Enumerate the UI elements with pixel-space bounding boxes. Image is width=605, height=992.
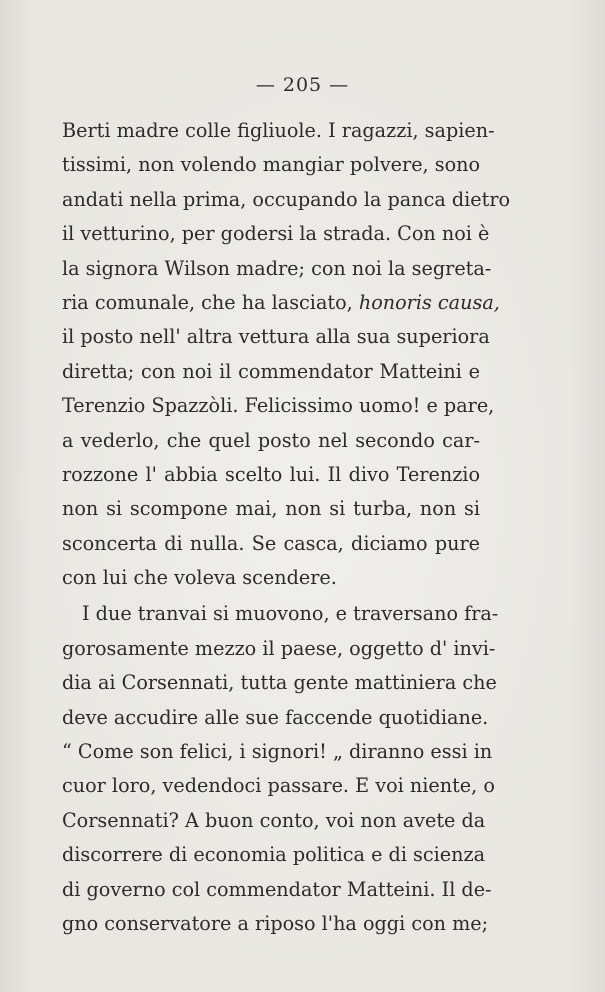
text-line: dia ai Corsennati, tutta gente mattiniera che <box>62 671 497 695</box>
text-line: il vetturino, per godersi la strada. Con noi è <box>62 222 490 246</box>
text-line: Corsennati? A buon conto, voi non avete da <box>62 808 486 832</box>
text-line: rozzone l' abbia scelto lui. Il divo Terenzio <box>62 462 480 486</box>
text-line: di governo col commendator Matteini. Il de- <box>62 877 492 901</box>
paragraph-1 <box>62 114 511 595</box>
text-line: andati nella prima, occupando la panca dietro <box>62 187 511 211</box>
text-line-start: ria comunale, che ha lasciato, <box>62 290 353 314</box>
text-line: il posto nell' altra vettura alla sua superiora <box>62 325 490 349</box>
text-line: gno conservatore a riposo l'ha oggi con me; <box>62 911 489 935</box>
body-text <box>62 114 511 941</box>
text-line: “ Come son felici, i signori! „ diranno essi in <box>62 740 493 764</box>
text-line: discorrere di economia politica e di scienza <box>62 843 486 867</box>
text-line: non si scompone mai, non si turba, non si <box>62 497 480 521</box>
italic-phrase: honoris causa, <box>358 290 500 314</box>
text-line: cuor loro, vedendoci passare. E voi niente, o <box>62 774 495 798</box>
text-line: gorosamente mezzo il paese, oggetto d' invi- <box>62 636 496 660</box>
text-line: tissimi, non volendo mangiar polvere, sono <box>62 153 481 177</box>
text-line: Berti madre colle figliuole. I ragazzi, sapien- <box>62 119 495 142</box>
text-line: Terenzio Spazzòli. Felicissimo uomo! e pare, <box>62 394 495 418</box>
text-line: I due tranvai si muovono, e traversano fra- <box>82 602 499 626</box>
text-line: sconcerta di nulla. Se casca, diciamo pure <box>62 531 480 555</box>
text-line: a vederlo, che quel posto nel secondo car- <box>62 428 480 452</box>
text-line: la signora Wilson madre; con noi la segreta- <box>62 256 492 280</box>
text-line-with-italic <box>62 286 500 320</box>
page-number: — 205 — <box>255 74 350 96</box>
text-line: con lui che voleva scendere. <box>62 566 337 590</box>
text-line: deve accudire alle sue faccende quotidiane. <box>62 705 489 729</box>
text-line: diretta; con noi il commendator Matteini e <box>62 359 480 383</box>
paragraph-2 <box>62 597 499 941</box>
